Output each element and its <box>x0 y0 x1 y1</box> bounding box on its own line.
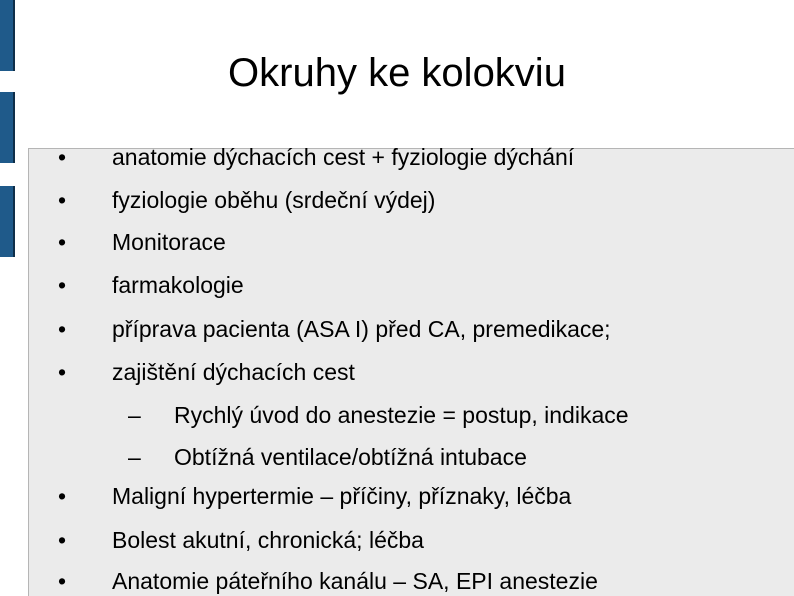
bullet-icon: • <box>58 144 67 170</box>
list-item-text: zajištění dýchacích cest <box>112 359 355 385</box>
bullet-icon: • <box>58 483 67 509</box>
slide-title: Okruhy ke kolokviu <box>228 51 566 95</box>
list-item-text: fyziologie oběhu (srdeční výdej) <box>112 187 436 213</box>
bullet-icon: • <box>58 187 67 213</box>
list-item-text: Rychlý úvod do anestezie = postup, indikace <box>174 402 629 428</box>
bullet-icon: • <box>58 272 67 298</box>
bullet-icon: • <box>58 316 67 342</box>
bullet-icon: • <box>58 568 67 594</box>
dash-icon: – <box>128 402 141 428</box>
list-item-text: Obtížná ventilace/obtížná intubace <box>174 444 527 470</box>
bullet-icon: • <box>58 359 67 385</box>
accent-bar-middle <box>0 92 15 163</box>
list-item-text: farmakologie <box>112 272 244 298</box>
bullet-icon: • <box>58 229 67 255</box>
list-item-text: Bolest akutní, chronická; léčba <box>112 527 424 553</box>
list-item-text: anatomie dýchacích cest + fyziologie dýchání <box>112 144 575 170</box>
list-item-text: Anatomie páteřního kanálu – SA, EPI anestezie <box>112 568 598 594</box>
list-item-text: Maligní hypertermie – příčiny, příznaky, léčba <box>112 483 572 509</box>
accent-bar-bottom <box>0 186 15 257</box>
list-item-text: Monitorace <box>112 229 226 255</box>
bullet-icon: • <box>58 527 67 553</box>
dash-icon: – <box>128 444 141 470</box>
list-item-text: příprava pacienta (ASA I) před CA, premedikace; <box>112 316 611 342</box>
